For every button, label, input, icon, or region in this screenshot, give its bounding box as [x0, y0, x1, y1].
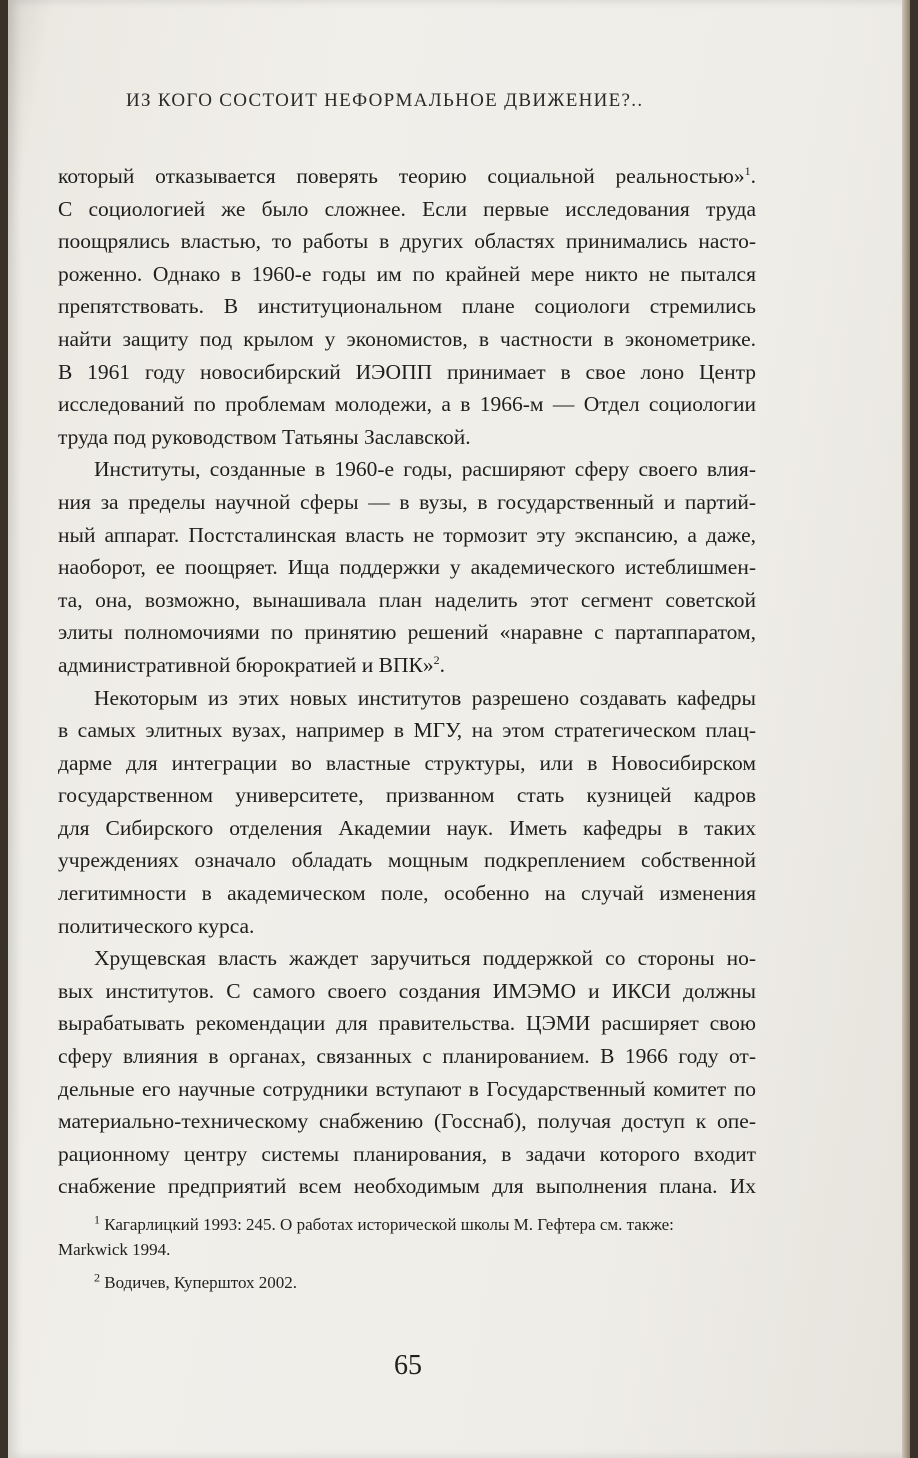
body-text [58, 160, 756, 1203]
text-line: рационному центру системы планирования, в задачи которого входит [58, 1141, 756, 1166]
text-line: легитимности в академическом поле, особенно на случай изменения [58, 881, 756, 906]
paragraph-1 [58, 160, 756, 453]
page-edge [902, 0, 910, 1458]
text-line: материально-техническому снабжению (Госснаб), получая доступ к опе- [58, 1109, 756, 1134]
text-line: для Сибирского отделения Академии наук. Иметь кафедры в таких [58, 815, 756, 840]
text-line: роженно. Однако в 1960-е годы им по крайней мере никто не пытался [58, 261, 756, 286]
text-line: ный аппарат. Постсталинская власть не тормозит эту экспансию, а даже, [58, 522, 756, 547]
book-page [8, 0, 910, 1458]
footnotes [58, 1212, 758, 1295]
text-line: снабжение предприятий всем необходимым для выполнения плана. Их [58, 1174, 756, 1199]
text-line: административной бюрократией и ВПК»$^2$. [58, 652, 445, 677]
footnote-1-continuation: Markwick 1994. [58, 1240, 171, 1259]
page-number: 65 [394, 1350, 422, 1381]
text-line: который отказывается поверять теорию социальной реальностью»$^1$. [58, 163, 756, 188]
text-line: сферу влияния в органах, связанных с планированием. В 1966 году от- [58, 1044, 756, 1069]
text-line: Хрущевская власть жаждет заручиться поддержкой со стороны но- [94, 946, 756, 971]
paragraph-2 [58, 453, 756, 681]
footnote-1: $^1$ Кагарлицкий 1993: 245. О работах исторической школы М. Гефтера см. также: [94, 1212, 674, 1234]
text-line: та, она, возможно, вынашивала план наделить этот сегмент советской [58, 587, 756, 612]
text-line: Институты, созданные в 1960-е годы, расширяют сферу своего влия- [94, 457, 756, 482]
text-line: дарме для интеграции во властные структуры, или в Новосибирском [58, 750, 756, 775]
text-line: ния за пределы научной сферы — в вузы, в государственный и партий- [58, 489, 756, 514]
text-line: дельные его научные сотрудники вступают в Государственный комитет по [58, 1076, 756, 1101]
text-line: политического курса. [58, 913, 255, 938]
text-line: В 1961 году новосибирский ИЭОПП принимает в свое лоно Центр [58, 359, 756, 384]
text-line: вых институтов. С самого своего создания ИМЭМО и ИКСИ должны [58, 978, 756, 1003]
text-line: учреждениях означало обладать мощным подкреплением собственной [58, 848, 756, 873]
text-line: исследований по проблемам молодежи, а в 1966-м — Отдел социологии [58, 392, 756, 417]
text-line: препятствовать. В институциональном плане социологи стремились [58, 294, 756, 319]
text-line: государственном университете, призванном стать кузницей кадров [58, 783, 756, 808]
text-line: вырабатывать рекомендации для правительства. ЦЭМИ расширяет свою [58, 1011, 756, 1036]
text-line: труда под руководством Татьяны Заславской. [58, 424, 471, 449]
text-line: найти защиту под крылом у экономистов, в частности в эконометрике. [58, 326, 756, 351]
footnote-number: 2 [94, 1270, 100, 1285]
text-line: поощрялись властью, то работы в других областях принимались насто- [58, 229, 756, 254]
text-line: элиты полномочиями по принятию решений «наравне с партаппаратом, [58, 620, 756, 645]
text-line: С социологией же было сложнее. Если первые исследования труда [58, 196, 756, 221]
footnote-ref[interactable]: 2 [433, 652, 440, 667]
paragraph-3 [58, 682, 756, 943]
text-line: в самых элитных вузах, например в МГУ, на этом стратегическом плац- [58, 718, 756, 743]
text-line: наоборот, ее поощряет. Ища поддержки у академического истеблишмен- [58, 555, 756, 580]
footnote-ref[interactable]: 1 [744, 163, 751, 178]
footnote-number: 1 [94, 1212, 100, 1227]
running-head: ИЗ КОГО СОСТОИТ НЕФОРМАЛЬНОЕ ДВИЖЕНИЕ?.. [126, 90, 644, 111]
paragraph-4 [58, 942, 756, 1203]
text-line: Некоторым из этих новых институтов разрешено создавать кафедры [94, 685, 756, 710]
footnote-2: $^2$ Водичев, Куперштох 2002. [94, 1270, 298, 1292]
